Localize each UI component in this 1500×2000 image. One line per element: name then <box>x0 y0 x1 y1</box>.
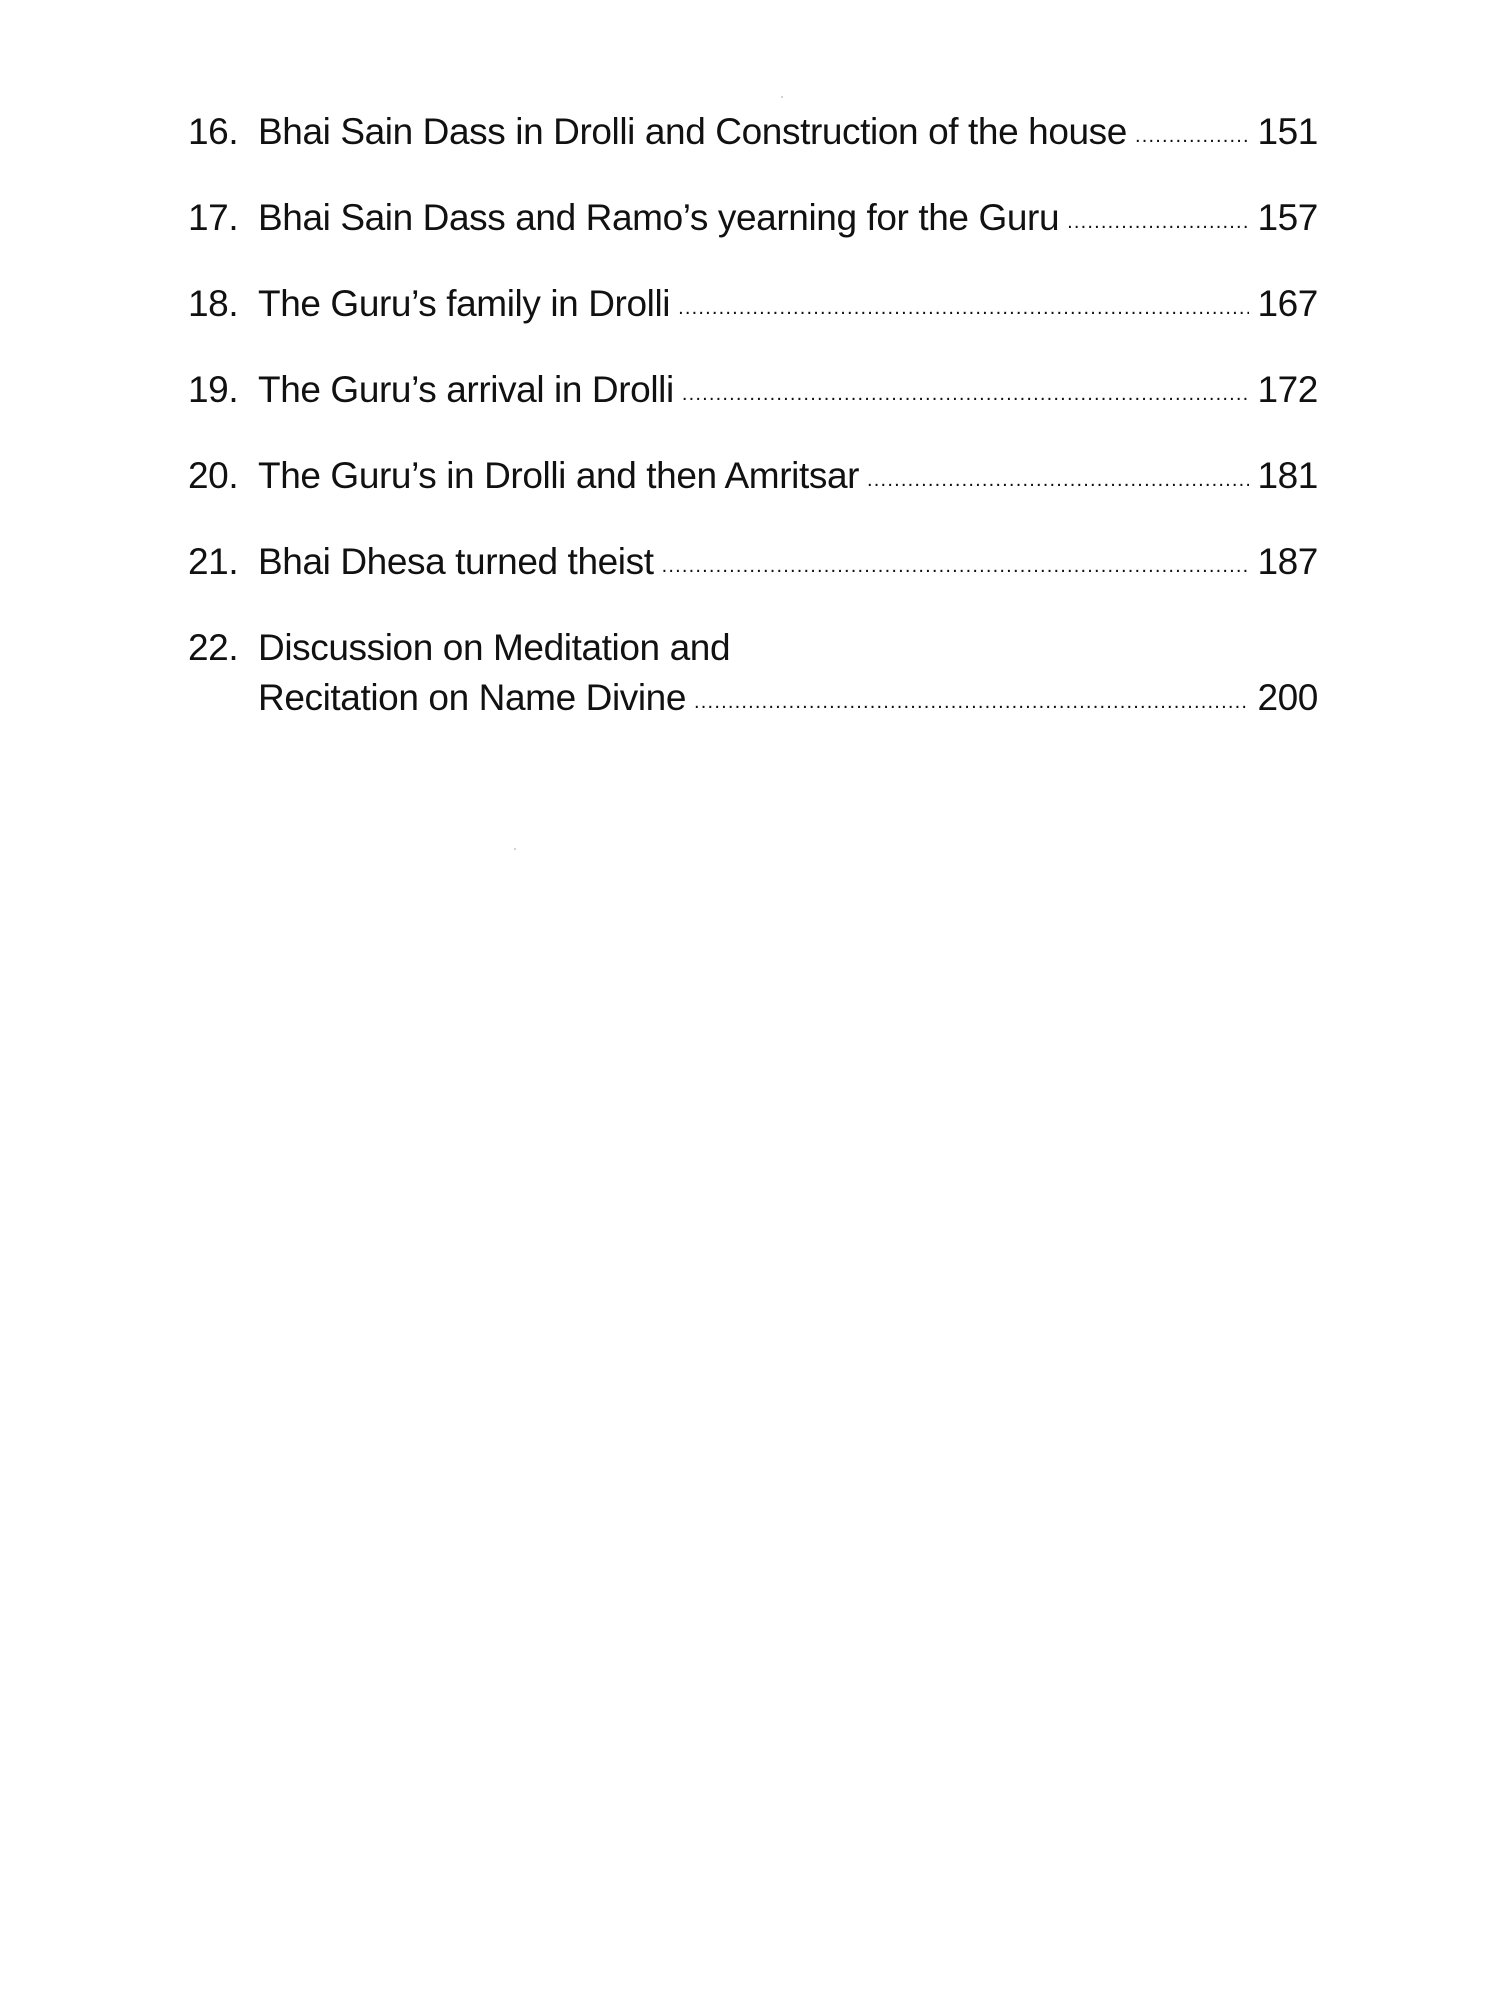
entry-page-number: 157 <box>1257 197 1318 238</box>
entry-page-number: 151 <box>1257 111 1318 152</box>
paper-speck <box>514 848 516 850</box>
entry-title: Bhai Dhesa turned theist <box>258 541 654 582</box>
dot-leader <box>694 682 1249 722</box>
toc-entry <box>188 628 1318 724</box>
entry-title: The Guru’s in Drolli and then Amritsar <box>258 455 860 496</box>
entry-number: 21. <box>188 541 239 582</box>
dot-leader <box>1135 116 1250 156</box>
entry-number: 16. <box>188 111 239 152</box>
entry-page-number: 181 <box>1257 455 1318 496</box>
dot-leader <box>678 288 1249 328</box>
dot-leader <box>867 460 1249 500</box>
entry-title: The Guru’s family in Drolli <box>258 283 671 324</box>
paper-speck <box>781 96 783 98</box>
dot-leader <box>662 546 1250 586</box>
entry-number: 17. <box>188 197 239 238</box>
entry-title: Bhai Sain Dass and Ramo’s yearning for the Guru <box>258 197 1060 238</box>
entry-number: 20. <box>188 455 239 496</box>
entry-page-number: 187 <box>1257 541 1318 582</box>
dot-leader <box>1067 202 1249 242</box>
entry-page-number: 172 <box>1257 369 1318 410</box>
toc-entry <box>188 284 1318 330</box>
entry-number: 22. <box>188 627 239 668</box>
entry-page-number: 167 <box>1257 283 1318 324</box>
entry-number: 19. <box>188 369 239 410</box>
entry-title-line-1: Discussion on Meditation and <box>258 627 731 668</box>
table-of-contents <box>188 112 1318 764</box>
toc-entry <box>188 542 1318 588</box>
toc-entry <box>188 198 1318 244</box>
entry-page-number: 200 <box>1257 677 1318 718</box>
toc-entry <box>188 112 1318 158</box>
entry-title: The Guru’s arrival in Drolli <box>258 369 674 410</box>
dot-leader <box>682 374 1250 414</box>
entry-title-line-2: Recitation on Name Divine <box>258 677 687 718</box>
toc-entry <box>188 370 1318 416</box>
entry-number: 18. <box>188 283 239 324</box>
toc-entry <box>188 456 1318 502</box>
entry-title: Bhai Sain Dass in Drolli and Construction of the house <box>258 111 1127 152</box>
